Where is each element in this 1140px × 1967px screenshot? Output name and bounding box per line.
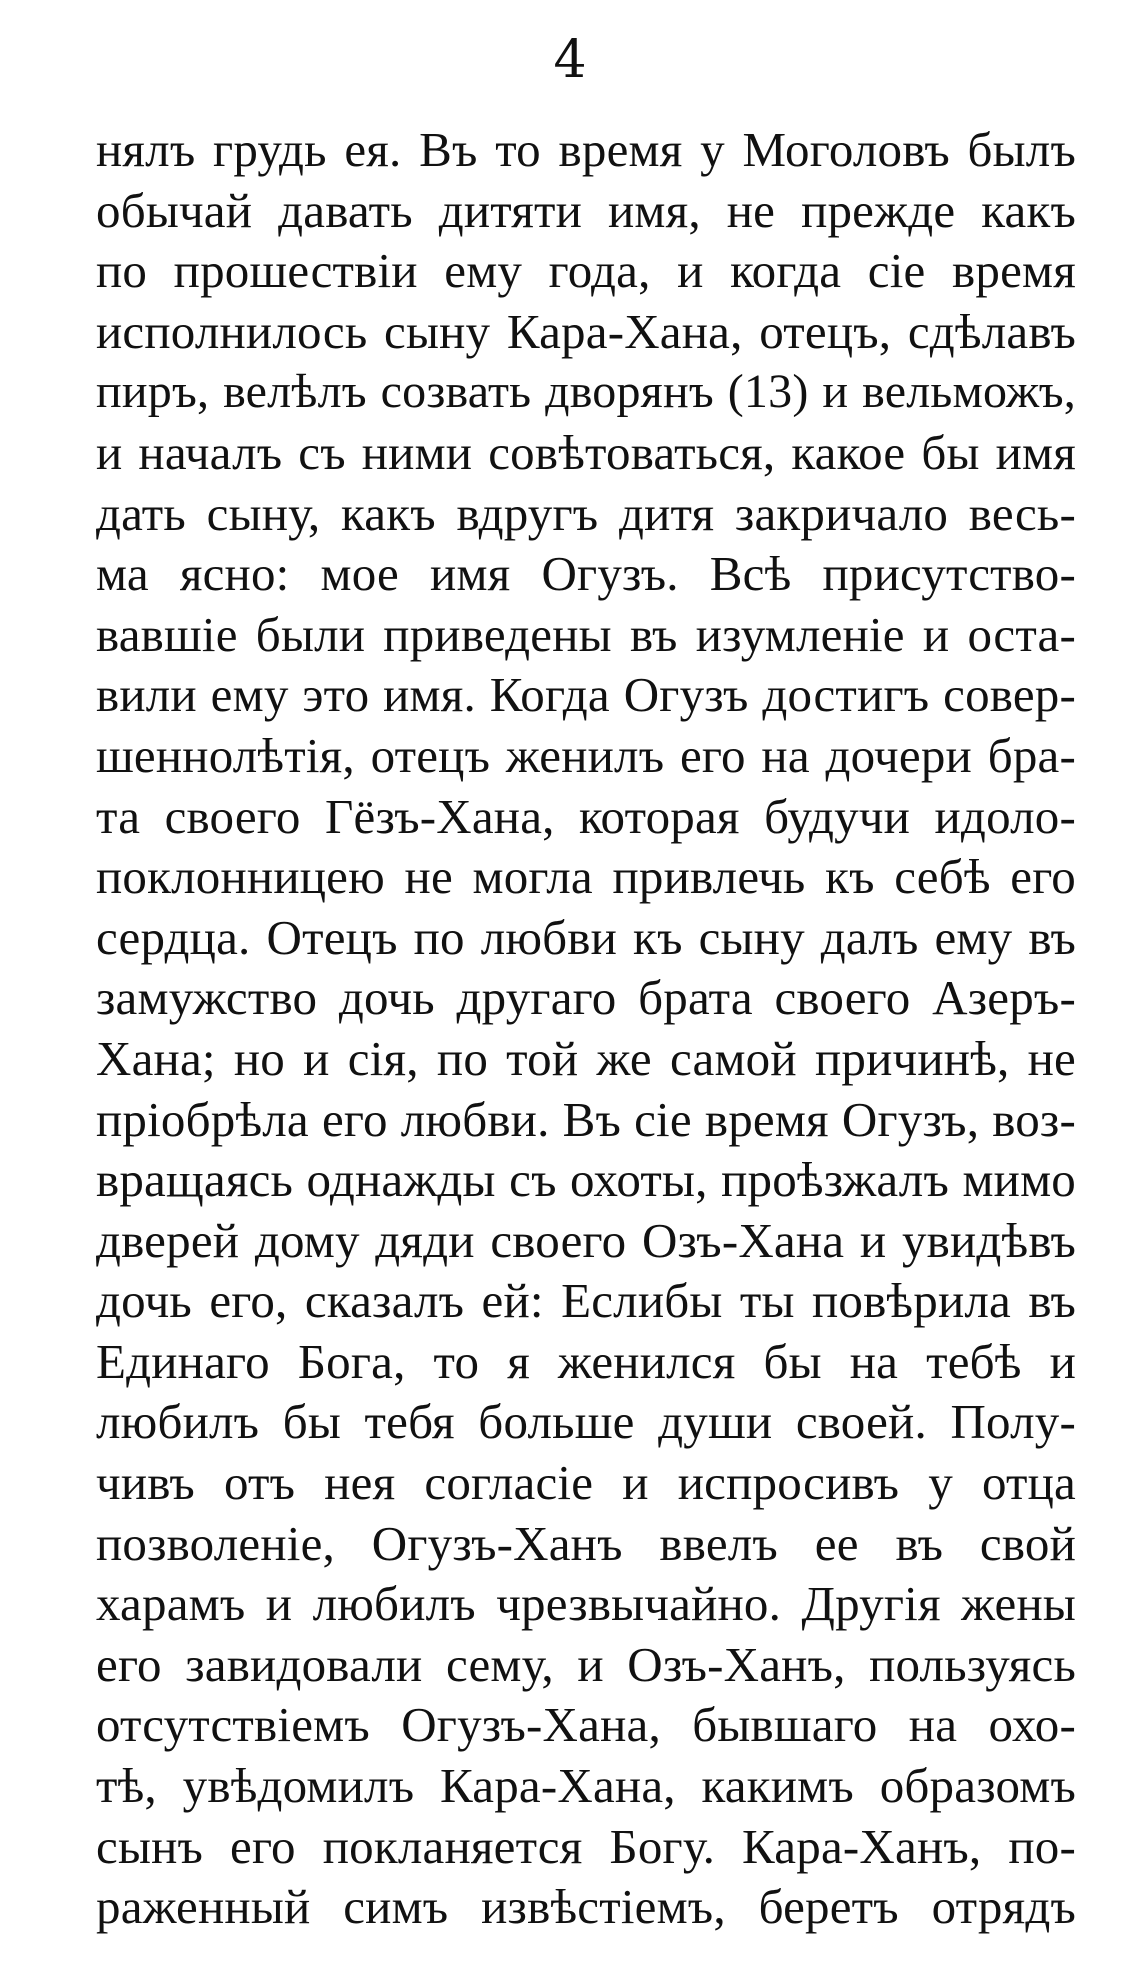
text-line: отсутствіемъ Огузъ-Хана, бывшаго на охо- <box>96 1697 1076 1753</box>
text-line: шеннолѣтія, отецъ женилъ его на дочери бра- <box>96 727 1076 783</box>
text-line: по прошествіи ему года, и когда сіе время <box>96 243 1076 299</box>
text-line: ма ясно: мое имя Огузъ. Всѣ присутство- <box>96 546 1076 602</box>
text-line: Единаго Бога, то я женился бы на тебѣ и <box>96 1333 1076 1389</box>
text-line: раженный симъ извѣстіемъ, беретъ отрядъ <box>96 1879 1076 1935</box>
text-line: пиръ, велѣлъ созвать дворянъ (13) и вельможъ, <box>96 365 1076 419</box>
text-line: харамъ и любилъ чрезвычайно. Другія жены <box>96 1576 1076 1632</box>
text-line: сынъ его покланяется Богу. Кара-Ханъ, по- <box>96 1818 1076 1874</box>
text-line: пріобрѣла его любви. Въ сіе время Огузъ, воз- <box>96 1091 1076 1147</box>
text-line: та своего Гёзъ-Хана, которая будучи идоло- <box>96 788 1076 844</box>
text-line: и началъ съ ними совѣтоваться, какое бы имя <box>96 424 1076 480</box>
text-line: вавшіе были приведены въ изумленіе и оста- <box>96 606 1076 662</box>
text-line: дать сыну, какъ вдругъ дитя закричало весь- <box>96 485 1076 541</box>
text-line: его завидовали сему, и Озъ-Ханъ, пользуясь <box>96 1636 1076 1692</box>
text-line: Хана; но и сія, по той же самой причинѣ, не <box>96 1030 1076 1086</box>
text-line: дочь его, сказалъ ей: Еслибы ты повѣрила въ <box>96 1273 1076 1329</box>
text-line: замужство дочь другаго брата своего Азеръ- <box>96 970 1076 1026</box>
text-line: чивъ отъ нея согласіе и испросивъ у отца <box>96 1455 1076 1511</box>
text-line: поклонницею не могла привлечь къ себѣ его <box>96 849 1076 905</box>
text-line: нялъ грудь ея. Въ то время у Моголовъ былъ <box>96 122 1076 177</box>
text-line: сердца. Отецъ по любви къ сыну далъ ему въ <box>96 909 1076 965</box>
text-line: вращаясь однажды съ охоты, проѣзжалъ мимо <box>96 1152 1076 1208</box>
body-text <box>96 120 1076 1938</box>
text-line: тѣ, увѣдомилъ Кара-Хана, какимъ образомъ <box>96 1758 1076 1814</box>
text-line: исполнилось сыну Кара-Хана, отецъ, сдѣлавъ <box>96 303 1076 359</box>
text-line: вили ему это имя. Когда Огузъ достигъ совер- <box>96 667 1076 723</box>
text-line: позволеніе, Огузъ-Ханъ ввелъ ее въ свой <box>96 1515 1076 1571</box>
text-line: дверей дому дяди своего Озъ-Хана и увидѣвъ <box>96 1212 1076 1268</box>
text-line: обычай давать дитяти имя, не прежде какъ <box>96 182 1076 238</box>
text-line: любилъ бы тебя больше души своей. Полу- <box>96 1394 1076 1450</box>
page-number: 4 <box>553 30 587 90</box>
